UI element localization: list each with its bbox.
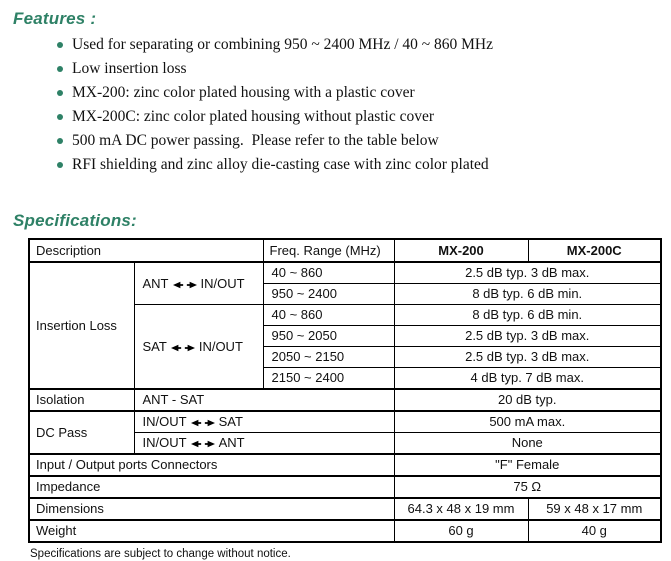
feature-item: [0, 105, 671, 129]
cell-freq: 40 ~ 860: [263, 262, 394, 284]
left-right-arrow-icon: [191, 440, 215, 448]
feature-text: RFI shielding and zinc alloy die-casting case with zinc color plated: [72, 156, 489, 173]
specifications-heading: Specifications:: [13, 211, 137, 230]
cell-value: 2.5 dB typ. 3 dB max.: [394, 326, 661, 347]
cell-value: "F" Female: [394, 454, 661, 476]
left-right-arrow-icon: [191, 419, 215, 427]
port-right: IN/OUT: [200, 275, 245, 291]
cell-value: 2.5 dB typ. 3 dB max.: [394, 347, 661, 368]
specifications-section: [0, 211, 671, 561]
cell-dimensions-label: Dimensions: [29, 498, 394, 520]
features-list: [0, 33, 671, 177]
bullet-icon: [57, 66, 63, 72]
cell-freq: 2050 ~ 2150: [263, 347, 394, 368]
cell-isolation-path: ANT - SAT: [134, 389, 394, 411]
bullet-icon: [57, 42, 63, 48]
feature-item: [0, 33, 671, 57]
header-description: Description: [29, 239, 263, 262]
feature-text: MX-200C: zinc color plated housing without plastic cover: [72, 108, 435, 125]
table-row: [29, 476, 661, 498]
features-heading: Features :: [13, 9, 97, 28]
bullet-icon: [57, 138, 63, 144]
table-row: [29, 520, 661, 542]
cell-connectors-label: Input / Output ports Connectors: [29, 454, 394, 476]
port-left: IN/OUT: [142, 414, 187, 430]
cell-dimensions-mx200c: 59 x 48 x 17 mm: [528, 498, 661, 520]
port-right: SAT: [218, 414, 243, 430]
cell-value: 4 dB typ. 7 dB max.: [394, 368, 661, 390]
cell-weight-label: Weight: [29, 520, 394, 542]
feature-text: 500 mA DC power passing. Please refer to the table below: [72, 132, 439, 149]
feature-item: [0, 81, 671, 105]
cell-value: 500 mA max.: [394, 411, 661, 433]
cell-value: 75 Ω: [394, 476, 661, 498]
port-left: IN/OUT: [142, 435, 187, 451]
spec-table: [28, 238, 662, 543]
left-right-arrow-icon: [173, 281, 197, 289]
cell-weight-mx200: 60 g: [394, 520, 528, 542]
feature-item: [0, 129, 671, 153]
datasheet-page: [0, 9, 671, 560]
footnote: Specifications are subject to change without notice.: [30, 548, 291, 560]
header-mx200c: MX-200C: [528, 239, 661, 262]
cell-value: 2.5 dB typ. 3 dB max.: [394, 262, 661, 284]
table-row: [29, 262, 661, 284]
feature-text: MX-200: zinc color plated housing with a plastic cover: [72, 84, 415, 101]
port-left: ANT: [142, 275, 169, 291]
table-row: [29, 389, 661, 411]
cell-impedance-label: Impedance: [29, 476, 394, 498]
cell-value: None: [394, 433, 661, 455]
bullet-icon: [57, 162, 63, 168]
cell-value: 20 dB typ.: [394, 389, 661, 411]
cell-dc-pass-path: [134, 411, 394, 433]
cell-weight-mx200c: 40 g: [528, 520, 661, 542]
features-section: [0, 9, 671, 177]
table-row: [29, 411, 661, 433]
cell-freq: 950 ~ 2400: [263, 284, 394, 305]
cell-value: 8 dB typ. 6 dB min.: [394, 284, 661, 305]
bullet-icon: [57, 90, 63, 96]
header-freq-range: Freq. Range (MHz): [263, 239, 394, 262]
feature-text: Low insertion loss: [72, 60, 187, 77]
table-row: [29, 498, 661, 520]
feature-item: [0, 153, 671, 177]
bullet-icon: [57, 114, 63, 120]
port-right: ANT: [218, 435, 245, 451]
feature-text: Used for separating or combining 950 ~ 2400 MHz / 40 ~ 860 MHz: [72, 36, 493, 53]
cell-insertion-loss-label: Insertion Loss: [29, 262, 134, 389]
left-right-arrow-icon: [171, 344, 195, 352]
cell-isolation-label: Isolation: [29, 389, 134, 411]
cell-ant-inout: [134, 262, 263, 305]
cell-dc-pass-path: [134, 433, 394, 455]
cell-dimensions-mx200: 64.3 x 48 x 19 mm: [394, 498, 528, 520]
port-right: IN/OUT: [198, 338, 243, 354]
cell-dc-pass-label: DC Pass: [29, 411, 134, 454]
table-row: [29, 454, 661, 476]
header-mx200: MX-200: [394, 239, 528, 262]
cell-freq: 950 ~ 2050: [263, 326, 394, 347]
cell-sat-inout: [134, 305, 263, 390]
cell-freq: 40 ~ 860: [263, 305, 394, 326]
port-left: SAT: [142, 338, 167, 354]
feature-item: [0, 57, 671, 81]
cell-value: 8 dB typ. 6 dB min.: [394, 305, 661, 326]
cell-freq: 2150 ~ 2400: [263, 368, 394, 390]
table-header-row: [29, 239, 661, 262]
